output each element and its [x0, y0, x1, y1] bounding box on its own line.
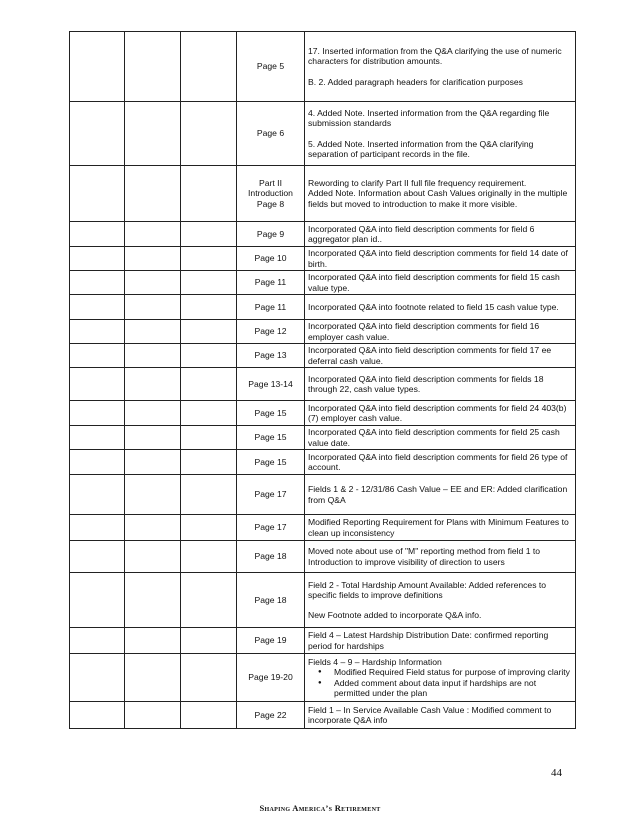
- revision-table: [69, 31, 576, 729]
- table-row: [70, 271, 576, 295]
- description-text: Field 2 - Total Hardship Amount Available: Added references to specific fields to improve definitions New Footnote added to incorporate Q&A info.: [308, 579, 547, 621]
- empty-cell: [70, 628, 125, 654]
- description-text: Incorporated Q&A into footnote related to field 15 cash value type.: [308, 301, 559, 312]
- empty-cell: [125, 628, 181, 654]
- empty-cell: [70, 401, 125, 426]
- empty-cell: [125, 247, 181, 271]
- description-text: 17. Inserted information from the Q&A clarifying the use of numeric characters for distribution amounts. B. 2. Added paragraph headers for clarification purposes: [308, 46, 562, 87]
- empty-cell: [181, 271, 237, 295]
- change-description: [305, 320, 576, 344]
- table-row: [70, 222, 576, 247]
- empty-cell: [181, 32, 237, 102]
- page-reference: Page 15: [237, 450, 305, 475]
- change-description: [305, 166, 576, 222]
- empty-cell: [125, 475, 181, 515]
- empty-cell: [125, 401, 181, 426]
- empty-cell: [125, 320, 181, 344]
- table-row: [70, 166, 576, 222]
- change-description: [305, 450, 576, 475]
- empty-cell: [70, 32, 125, 102]
- table-row: [70, 541, 576, 573]
- empty-cell: [181, 628, 237, 654]
- empty-cell: [181, 320, 237, 344]
- change-description: [305, 426, 576, 450]
- table-row: [70, 573, 576, 628]
- page-reference: Page 15: [237, 401, 305, 426]
- description-text: Fields 1 & 2 - 12/31/86 Cash Value – EE and ER: Added clarification from Q&A: [308, 484, 568, 505]
- description-text: Incorporated Q&A into field description comments for field 15 cash value type.: [308, 272, 560, 293]
- empty-cell: [125, 515, 181, 541]
- description-text: Incorporated Q&A into field description comments for field 17 ee deferral cash value.: [308, 345, 552, 366]
- empty-cell: [125, 368, 181, 401]
- empty-cell: [70, 344, 125, 368]
- change-description: [305, 32, 576, 102]
- description-text: Rewording to clarify Part II full file frequency requirement. Added Note. Information about Cash Values originally in the multiple fields but moved to introduction to make it more visible.: [308, 178, 568, 209]
- table-row: [70, 368, 576, 401]
- empty-cell: [181, 541, 237, 573]
- empty-cell: [125, 426, 181, 450]
- description-text: Incorporated Q&A into field description comments for fields 18 through 22, cash value types.: [308, 373, 544, 394]
- empty-cell: [70, 654, 125, 702]
- change-description: [305, 541, 576, 573]
- empty-cell: [70, 450, 125, 475]
- empty-cell: [70, 320, 125, 344]
- empty-cell: [125, 450, 181, 475]
- description-text: Fields 4 – 9 – Hardship Information: [308, 657, 442, 668]
- table-row: [70, 426, 576, 450]
- empty-cell: [125, 702, 181, 729]
- bullet-item: ● Modified Required Field status for purpose of improving clarity: [334, 667, 572, 677]
- empty-cell: [181, 222, 237, 247]
- table-row: [70, 450, 576, 475]
- page-reference: Page 15: [237, 426, 305, 450]
- empty-cell: [181, 344, 237, 368]
- empty-cell: [70, 222, 125, 247]
- page-reference: Page 11: [237, 271, 305, 295]
- change-description: [305, 222, 576, 247]
- empty-cell: [181, 702, 237, 729]
- page-reference: Page 17: [237, 515, 305, 541]
- page-reference: Page 10: [237, 247, 305, 271]
- page-reference: Page 22: [237, 702, 305, 729]
- empty-cell: [125, 271, 181, 295]
- page-reference: Page 13-14: [237, 368, 305, 401]
- footer-title: Shaping America’s Retirement: [259, 803, 381, 813]
- description-text: Moved note about use of "M" reporting method from field 1 to Introduction to improve visibility of direction to users: [308, 546, 541, 567]
- empty-cell: [181, 450, 237, 475]
- empty-cell: [181, 247, 237, 271]
- empty-cell: [70, 271, 125, 295]
- empty-cell: [181, 515, 237, 541]
- empty-cell: [70, 515, 125, 541]
- bullet-list: [308, 667, 572, 698]
- empty-cell: [125, 541, 181, 573]
- empty-cell: [125, 573, 181, 628]
- description-text: Incorporated Q&A into field description comments for field 25 cash value date.: [308, 427, 560, 448]
- change-description: [305, 401, 576, 426]
- description-text: Field 4 – Latest Hardship Distribution Date: confirmed reporting period for hardships: [308, 630, 549, 651]
- table-row: [70, 320, 576, 344]
- change-description: [305, 515, 576, 541]
- table-row: [70, 654, 576, 702]
- table-row: [70, 247, 576, 271]
- page-reference: Page 13: [237, 344, 305, 368]
- empty-cell: [70, 102, 125, 166]
- empty-cell: [70, 702, 125, 729]
- empty-cell: [125, 32, 181, 102]
- change-description: [305, 344, 576, 368]
- page-reference: Page 19: [237, 628, 305, 654]
- table-row: [70, 344, 576, 368]
- empty-cell: [181, 166, 237, 222]
- description-text: Incorporated Q&A into field description comments for field 14 date of birth.: [308, 248, 568, 269]
- table-row: [70, 475, 576, 515]
- empty-cell: [125, 654, 181, 702]
- empty-cell: [70, 368, 125, 401]
- table-row: [70, 295, 576, 320]
- table-row: [70, 32, 576, 102]
- empty-cell: [181, 426, 237, 450]
- empty-cell: [70, 426, 125, 450]
- change-description: [305, 368, 576, 401]
- empty-cell: [125, 222, 181, 247]
- empty-cell: [70, 541, 125, 573]
- page-reference: Page 17: [237, 475, 305, 515]
- table-row: [70, 628, 576, 654]
- description-text: Incorporated Q&A into field description comments for field 26 type of account.: [308, 451, 568, 472]
- description-text: 4. Added Note. Inserted information from the Q&A regarding file submission standards 5. Added Note. Inserted information from the Q&A clarifying separation of participant records in the file.: [308, 107, 550, 159]
- empty-cell: [181, 295, 237, 320]
- change-description: [305, 628, 576, 654]
- page-reference: Page 12: [237, 320, 305, 344]
- change-description: [305, 475, 576, 515]
- description-text: Incorporated Q&A into field description comments for field 24 403(b)(7) employer cash value.: [308, 402, 567, 423]
- page-reference: Page 18: [237, 573, 305, 628]
- description-text: Modified Reporting Requirement for Plans with Minimum Features to clean up inconsistency: [308, 517, 569, 538]
- empty-cell: [181, 654, 237, 702]
- change-description: [305, 654, 576, 702]
- change-description: [305, 295, 576, 320]
- page-reference: Page 18: [237, 541, 305, 573]
- bullet-item: ● Added comment about data input if hardships are not permitted under the plan: [334, 678, 572, 698]
- table-row: [70, 702, 576, 729]
- page-reference: Page 9: [237, 222, 305, 247]
- empty-cell: [70, 475, 125, 515]
- page-reference: Part II Introduction Page 8: [237, 166, 305, 222]
- change-description: [305, 271, 576, 295]
- empty-cell: [125, 295, 181, 320]
- page-reference: Page 5: [237, 32, 305, 102]
- description-text: Field 1 – In Service Available Cash Value : Modified comment to incorporate Q&A info: [308, 704, 552, 725]
- empty-cell: [125, 166, 181, 222]
- empty-cell: [70, 295, 125, 320]
- empty-cell: [181, 573, 237, 628]
- page-reference: Page 11: [237, 295, 305, 320]
- table-row: [70, 102, 576, 166]
- revision-table-body: [70, 32, 576, 729]
- table-row: [70, 515, 576, 541]
- empty-cell: [70, 247, 125, 271]
- page-reference: Page 19-20: [237, 654, 305, 702]
- change-description: [305, 102, 576, 166]
- empty-cell: [125, 102, 181, 166]
- change-description: [305, 247, 576, 271]
- page-number: 44: [551, 767, 562, 779]
- empty-cell: [181, 475, 237, 515]
- empty-cell: [181, 368, 237, 401]
- change-description: [305, 573, 576, 628]
- empty-cell: [125, 344, 181, 368]
- description-text: Incorporated Q&A into field description comments for field 6 aggregator plan id..: [308, 223, 535, 244]
- empty-cell: [181, 401, 237, 426]
- empty-cell: [70, 573, 125, 628]
- description-text: Incorporated Q&A into field description comments for field 16 employer cash value.: [308, 321, 540, 342]
- page-reference: Page 6: [237, 102, 305, 166]
- change-description: [305, 702, 576, 729]
- empty-cell: [181, 102, 237, 166]
- empty-cell: [70, 166, 125, 222]
- table-row: [70, 401, 576, 426]
